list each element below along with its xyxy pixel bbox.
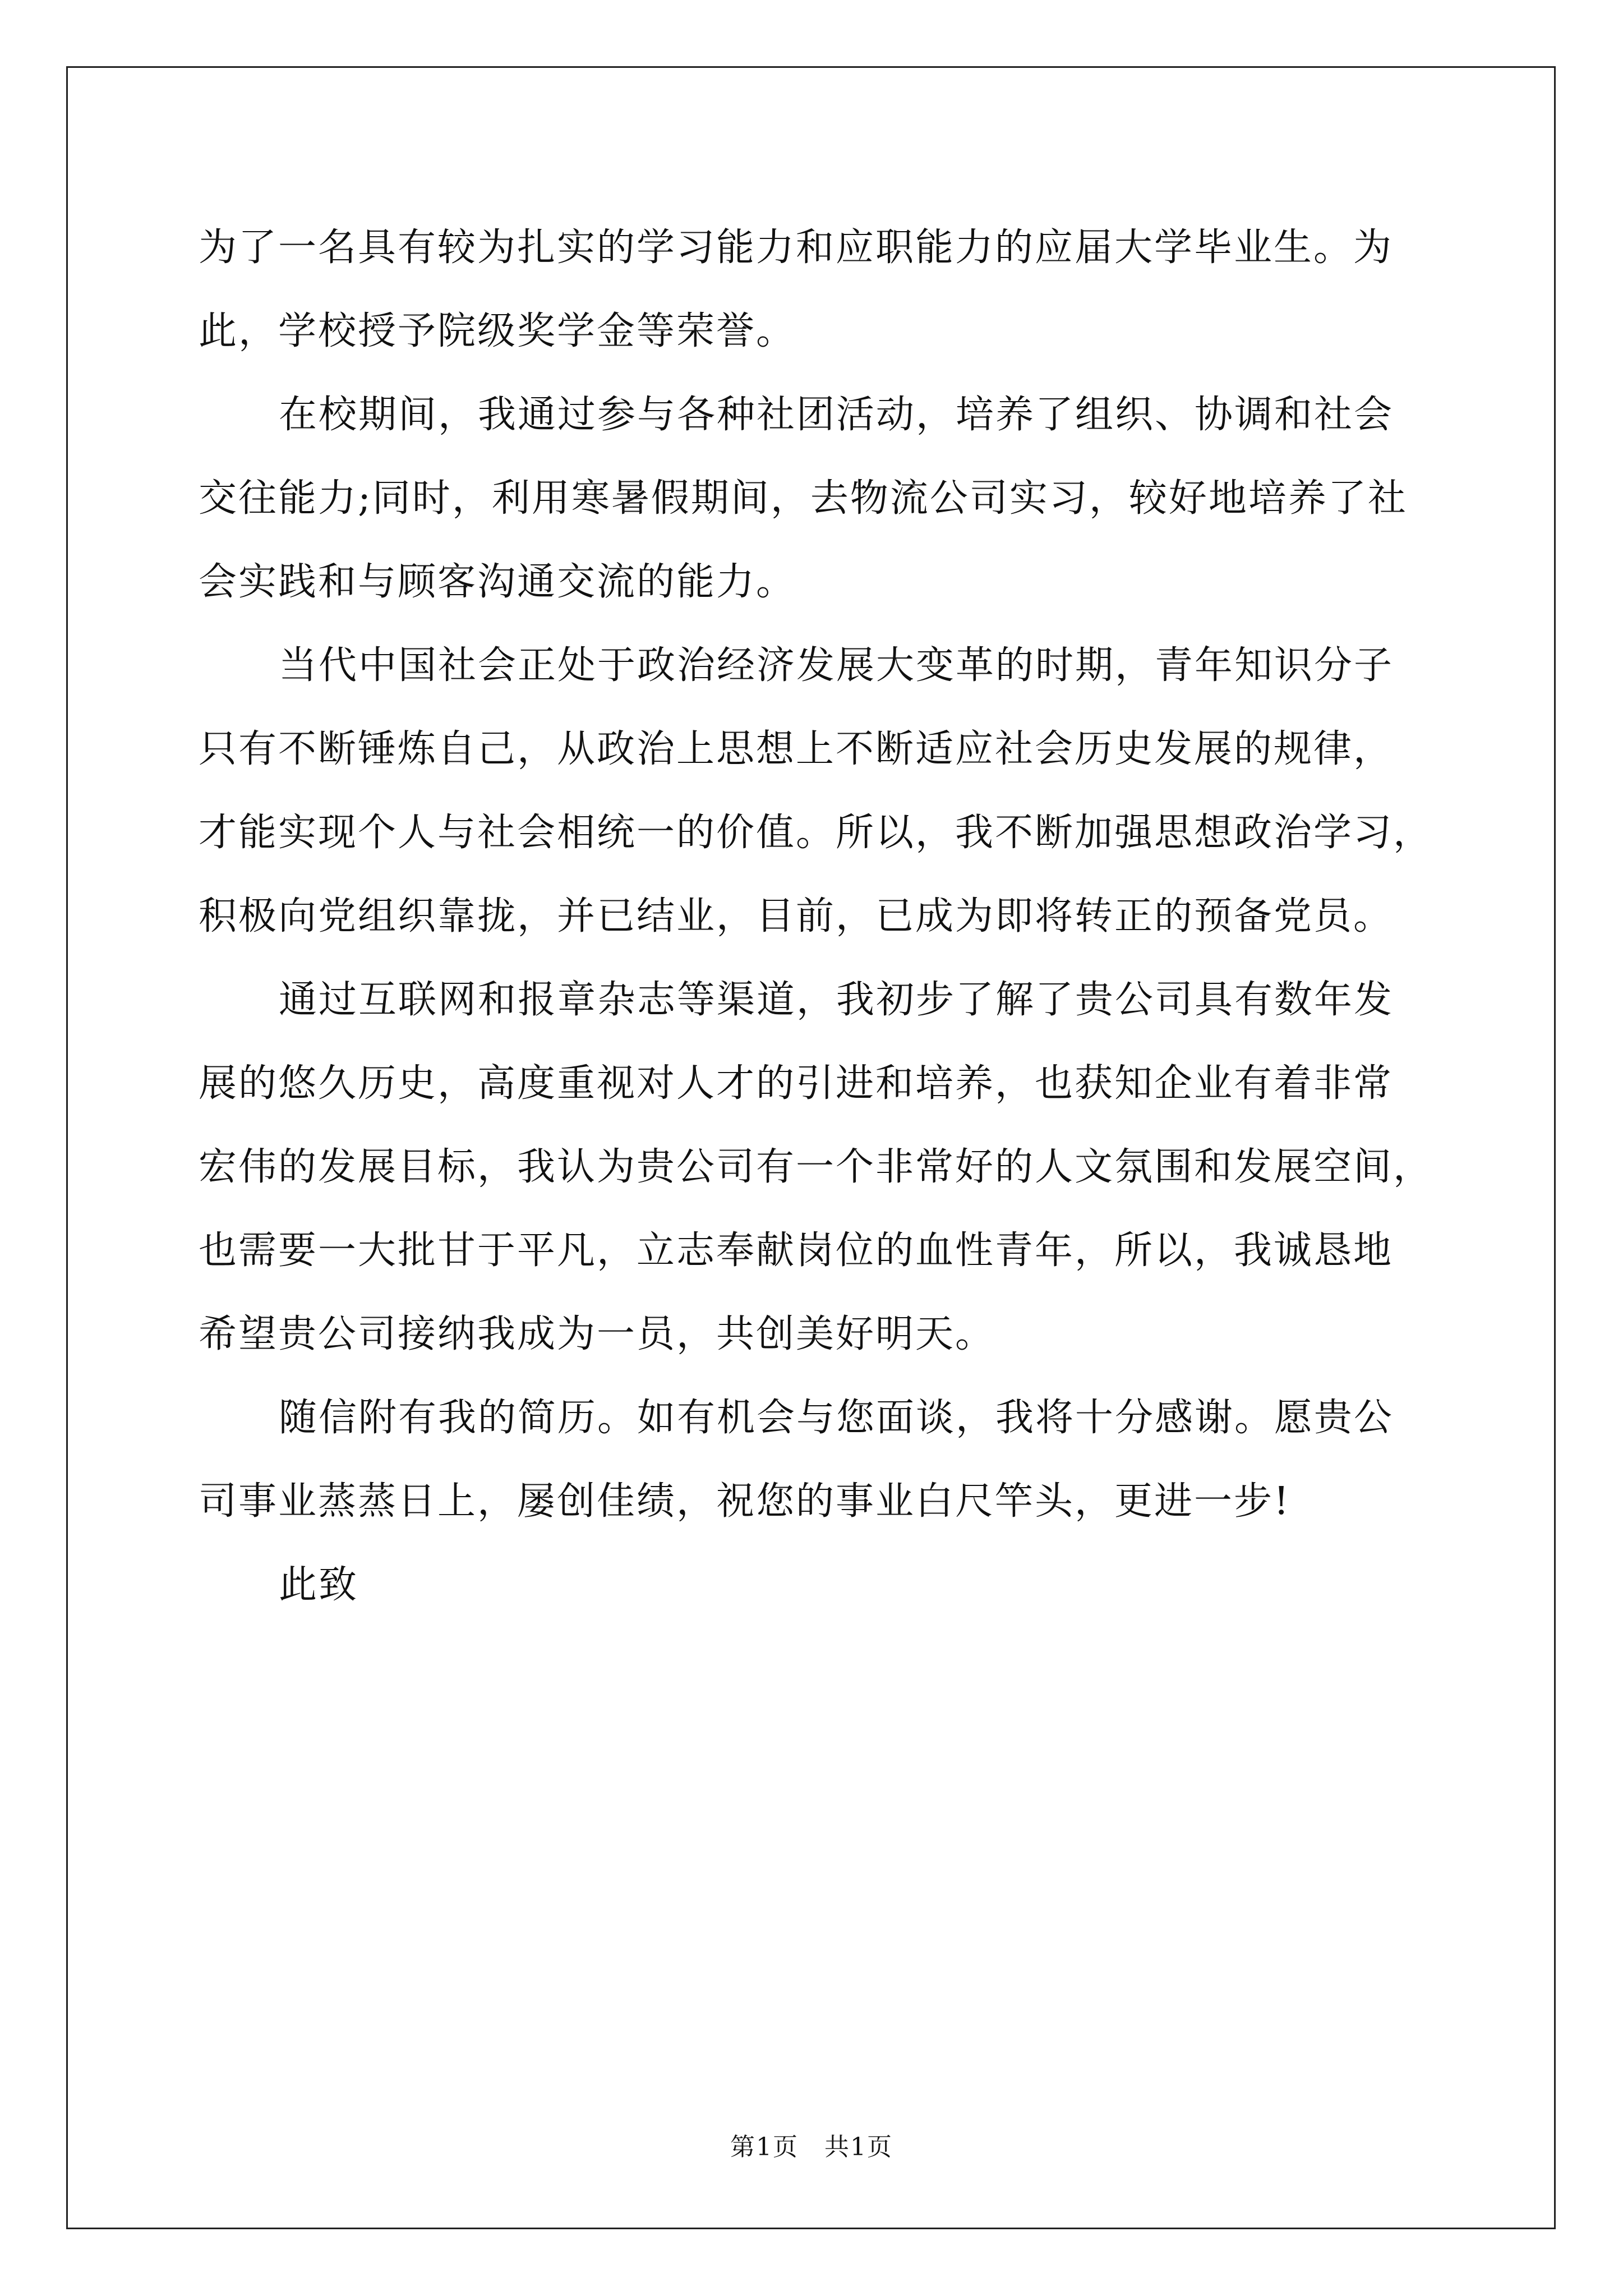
paragraph-4 bbox=[199, 958, 1432, 1376]
paragraph-5 bbox=[199, 1376, 1432, 1543]
paragraph-line: 为了一名具有较为扎实的学习能力和应职能力的应届大学毕业生。为 bbox=[199, 226, 1394, 270]
paragraph-line: 会实践和与顾客沟通交流的能力。 bbox=[199, 560, 796, 604]
paragraph-2 bbox=[199, 373, 1432, 624]
paragraph-line: 才能实现个人与社会相统一的价值。所以，我不断加强思想政治学习， bbox=[199, 811, 1433, 855]
paragraph-line: 随信附有我的简历。如有机会与您面谈，我将十分感谢。愿贵公 bbox=[279, 1396, 1394, 1440]
paragraph-line: 展的悠久历史，高度重视对人才的引进和培养，也获知企业有着非常 bbox=[199, 1061, 1394, 1106]
paragraph-line: 司事业蒸蒸日上，屡创佳绩，祝您的事业白尺竿头，更进一步! bbox=[199, 1479, 1291, 1524]
paragraph-line: 在校期间，我通过参与各种社团活动，培养了组织、协调和社会 bbox=[279, 393, 1394, 437]
paragraph-line: 当代中国社会正处于政治经济发展大变革的时期，青年知识分子 bbox=[279, 643, 1394, 688]
paragraph-line: 交往能力;同时，利用寒暑假期间，去物流公司实习，较好地培养了社 bbox=[199, 476, 1408, 521]
paragraph-line: 通过互联网和报章杂志等渠道，我初步了解了贵公司具有数年发 bbox=[279, 978, 1394, 1022]
paragraph-line: 此，学校授予院级奖学金等荣誉。 bbox=[199, 309, 796, 353]
paragraph-3 bbox=[199, 624, 1432, 958]
paragraph-line: 宏伟的发展目标，我认为贵公司有一个非常好的人文氛围和发展空间， bbox=[199, 1145, 1433, 1189]
paragraph-line: 希望贵公司接纳我成为一员，共创美好明天。 bbox=[199, 1312, 995, 1356]
closing-salutation: 此致 bbox=[279, 1563, 359, 1607]
paragraph-line: 只有不断锤炼自己，从政治上思想上不断适应社会历史发展的规律， bbox=[199, 727, 1394, 771]
paragraph-1 bbox=[199, 206, 1432, 373]
letter-body bbox=[199, 206, 1432, 1627]
paragraph-line: 也需要一大批甘于平凡，立志奉献岗位的血性青年，所以，我诚恳地 bbox=[199, 1228, 1394, 1273]
paragraph-line: 积极向党组织靠拢，并已结业，目前，已成为即将转正的预备党员。 bbox=[199, 894, 1394, 938]
page-number-footer: 第1页 共1页 bbox=[730, 2133, 893, 2161]
